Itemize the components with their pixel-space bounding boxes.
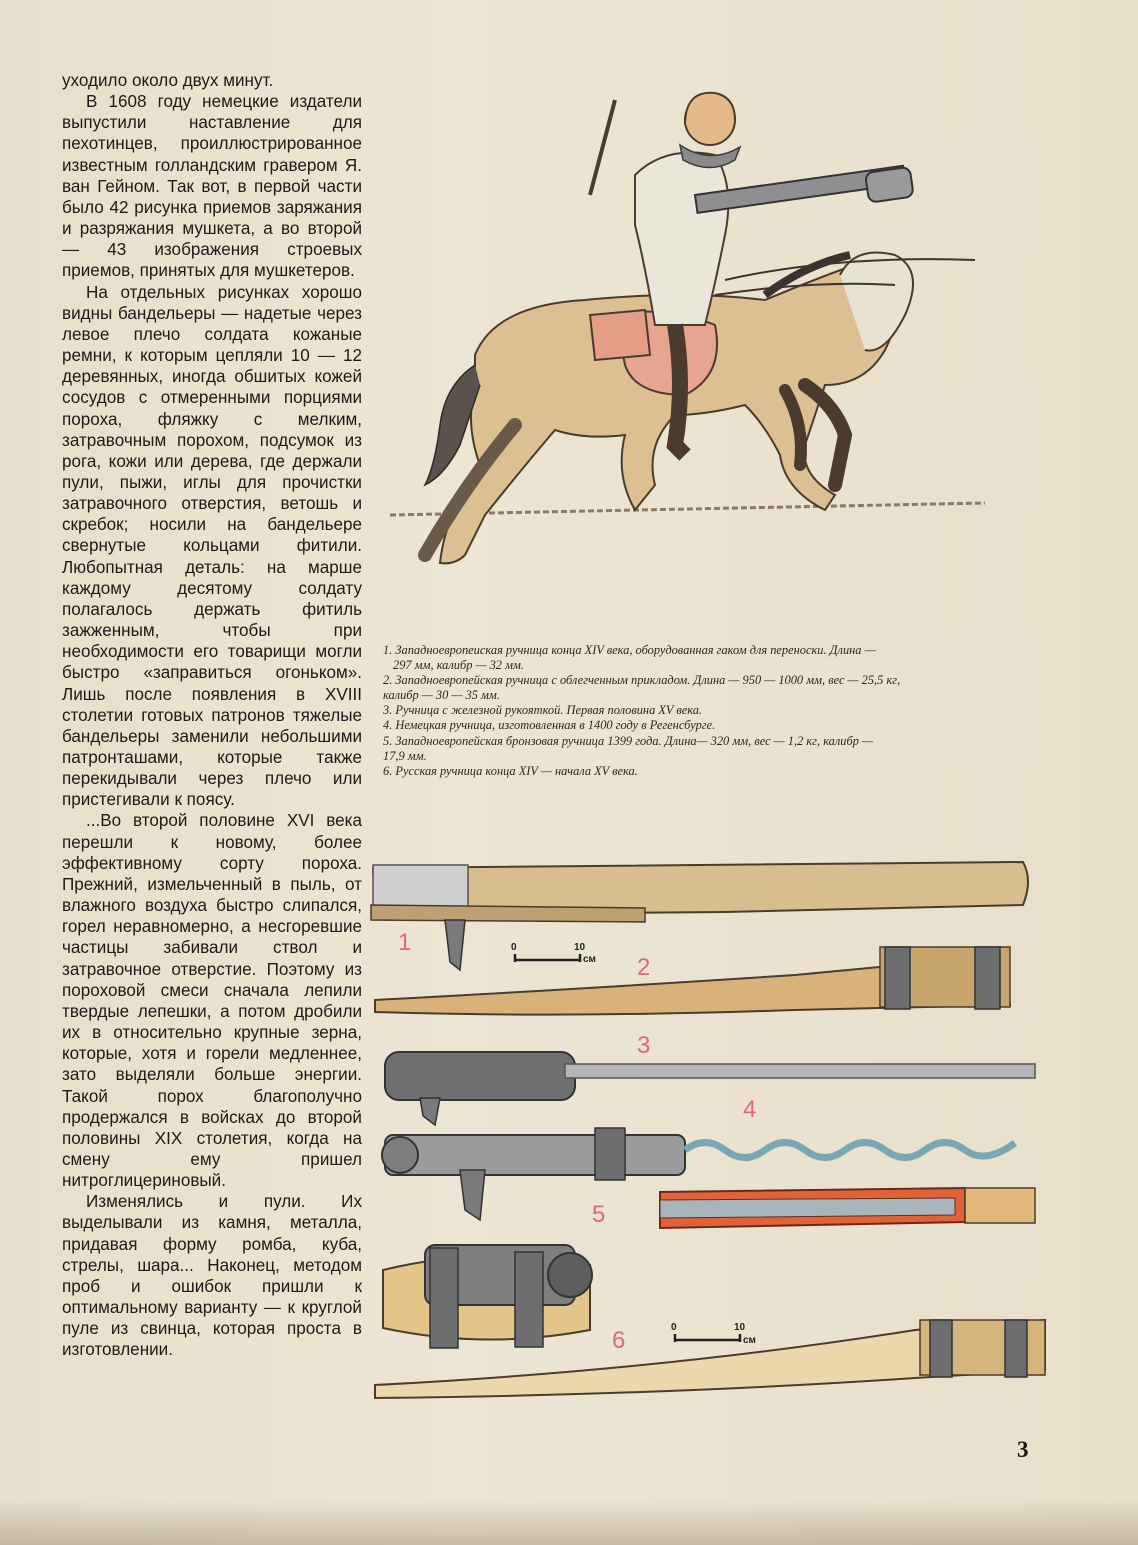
caption-5-cont: 17,9 мм. — [383, 748, 427, 763]
caption-4: 4. Немецкая ручница, изготовленная в 1400 году в Регенсбурге. — [383, 718, 716, 733]
figure-label-2: 2 — [637, 954, 651, 981]
paragraph-1: уходило около двух минут. — [62, 71, 274, 90]
hand-cannon-6 — [375, 1245, 1045, 1410]
scale-ten-2: 10 — [734, 1322, 746, 1333]
scale-zero-1: 0 — [511, 942, 517, 953]
scale-unit-1: см — [583, 954, 596, 965]
paragraph-5: Изменялись и пули. Их выделывали из камня, металла, придавая форму ромба, куба, стрелы, шара... Наконец, методом проб и ошибок пришли к оптимальному варианту — к круглой пуле из свинца, которая проста в изготовлении. — [62, 1192, 362, 1360]
page-number: 3 — [1017, 1437, 1029, 1462]
figure-label-4: 4 — [743, 1096, 757, 1123]
figure-label-5: 5 — [592, 1201, 606, 1228]
caption-1-cont: 297 мм, калибр — 32 мм. — [393, 658, 525, 673]
caption-3: 3. Ручница с железной рукояткой. Первая половина XV века. — [383, 703, 703, 718]
hand-cannon-2 — [375, 947, 1010, 1015]
paragraph-2: В 1608 году немецкие издатели выпустили наставление для пехотинцев, проиллюстрированное известным голландским гравером Я. ван Гейном. Так вот, в первой части было 42 рисунка приемов заряжания и разряжания мушкета, а во второй — 43 изображения строевых приемов, принятых для мушкетеров. — [62, 92, 362, 281]
hand-cannon-5 — [660, 1188, 1035, 1228]
figure-label-3: 3 — [637, 1032, 651, 1059]
hand-cannon-3 — [385, 1052, 1035, 1125]
knight-on-horse-illustration — [385, 85, 1075, 635]
paragraph-3: На отдельных рисунках хорошо видны бандельеры — надетые через левое плечо солдата кожаные ремни, к которым цепляли 10 — 12 деревянных, иногда обшитых кожей сосудов с отмеренными порциями пороха, фляжку с мелким, затравочным порохом, подсумок из рога, кожи или дерева, где держали пули, пыжи, иглы для прочистки затравочного отверстия, ветошь и скребок; носили на бандельере свернутые кольцами фитили. Любопытная деталь: на марше каждому десятому солдату полагалось держать фитиль зажженным, чтобы при необходимости его товарищи могли быстро «заправиться огоньком». Лишь после появления в XVIII столетии готовых патронов тяжелые бандельеры заменили небольшими патронташами, которые также перекидывали через плечо или пристегивали к поясу. — [62, 282, 362, 810]
scale-ten-1: 10 — [574, 942, 586, 953]
scale-bar-1 — [511, 942, 596, 965]
article-text-column — [62, 70, 362, 1361]
caption-6: 6. Русская ручница конца XIV — начала XV века. — [383, 763, 638, 778]
caption-2: 2. Западноевропейская ручница с облегченным прикладом. Длина — 950 — 1000 мм, вес — 25,5 кг, — [383, 673, 901, 688]
scale-zero-2: 0 — [671, 1322, 677, 1333]
caption-2-cont: калибр — 30 — 35 мм. — [383, 688, 500, 703]
figure-label-6: 6 — [612, 1327, 626, 1354]
scale-bar-2 — [671, 1322, 756, 1346]
hand-cannons-illustration — [365, 850, 1065, 1410]
paragraph-4: ...Во второй половине XVI века перешли к новому, более эффективному сорту пороха. Прежний, измельченный в пыль, от влажного воздуха быстро слипался, горел неравномерно, а несгоревшие частицы забивали ствол и затравочное отверстие. Поэтому из пороховой смеси сначала лепили твердые лепешки, а потом дробили их в относительно крупные зерна, которые, хотя и горели медленнее, зато выделяли больше энергии. Такой порох благополучно продержался в войсках до второй половины XIX столетия, когда на смену ему пришел нитроглицериновый. — [62, 811, 362, 1191]
scale-unit-2: см — [743, 1335, 756, 1346]
figure-captions — [383, 643, 1048, 779]
figure-label-1: 1 — [398, 929, 412, 956]
caption-5: 5. Западноевропейская бронзовая ручница 1399 года. Длина— 320 мм, вес — 1,2 кг, калибр — — [383, 733, 874, 748]
caption-1: 1. Западноевропеиская ручница конца XIV века, оборудованная гаком для переноски. Длина — — [383, 643, 876, 657]
